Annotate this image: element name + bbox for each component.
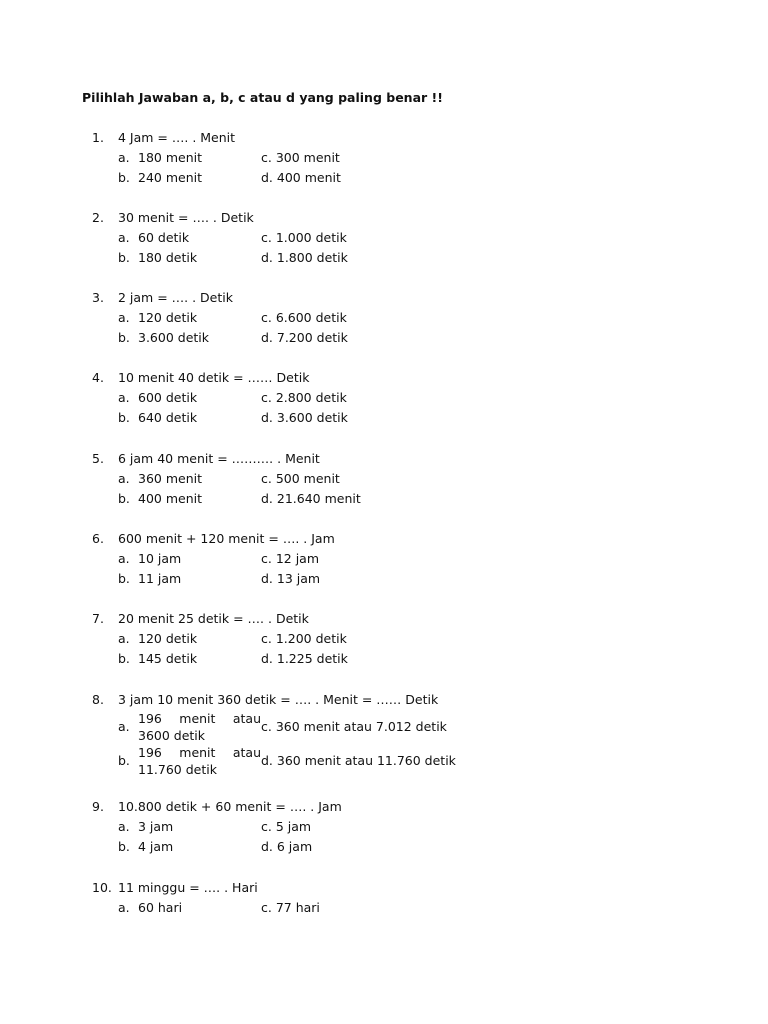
option-a-part: menit [179,711,216,726]
option-row [92,228,652,248]
option-b: 3.600 detik [138,330,209,345]
question-number: 9. [92,799,104,814]
option-a: 3 jam [138,819,174,834]
option-letter-a: a. [118,150,130,165]
question-number: 4. [92,370,104,385]
option-d: d. 21.640 menit [261,491,361,506]
option-c: c. 1.200 detik [261,631,347,646]
option-row [92,898,652,918]
option-d: d. 6 jam [261,839,313,854]
question-9 [92,797,652,857]
option-letter-a: a. [118,390,130,405]
option-letter-a: a. [118,900,130,915]
option-d: d. 3.600 detik [261,410,348,425]
question-1 [92,128,652,188]
option-c: c. 360 menit atau 7.012 detik [261,719,447,734]
option-letter-b: b. [118,330,130,345]
option-d: d. 7.200 detik [261,330,348,345]
option-a: 60 detik [138,230,190,245]
option-b: 400 menit [138,491,202,506]
option-d: d. 1.225 detik [261,651,348,666]
option-row [92,308,652,328]
question-text: 10 menit 40 detik = …… Detik [118,370,310,385]
option-b: 145 detik [138,651,198,666]
question-number: 6. [92,531,104,546]
option-c: c. 6.600 detik [261,310,347,325]
option-a-part: 3600 detik [138,728,206,743]
option-row [92,408,652,428]
option-a [138,710,261,744]
option-letter-a: a. [118,819,130,834]
option-letter-a: a. [118,551,130,566]
option-b-part: 196 [138,745,162,760]
option-a: 10 jam [138,551,182,566]
option-b: 180 detik [138,250,198,265]
option-b [138,744,261,778]
option-b-part: 11.760 detik [138,762,217,777]
question-number: 3. [92,290,104,305]
option-row [92,148,652,168]
question-10 [92,878,652,918]
question-number: 5. [92,451,104,466]
question-text: 4 Jam = …. . Menit [118,130,236,145]
question-number: 10. [92,880,112,895]
option-row [92,549,652,569]
option-letter-a: a. [118,471,130,486]
option-row [92,837,652,857]
question-4 [92,368,652,428]
option-b: 11 jam [138,571,182,586]
option-a: 120 detik [138,310,198,325]
option-row [92,744,652,778]
option-letter-b: b. [118,753,130,768]
question-number: 1. [92,130,104,145]
question-number: 8. [92,692,104,707]
option-row [92,649,652,669]
question-text: 3 jam 10 menit 360 detik = …. . Menit = …… Detik [118,692,439,707]
option-c: c. 5 jam [261,819,312,834]
option-d: d. 400 menit [261,170,341,185]
option-letter-b: b. [118,571,130,586]
option-row [92,328,652,348]
option-row [92,710,652,744]
option-b: 240 menit [138,170,202,185]
option-letter-b: b. [118,170,130,185]
option-c: c. 2.800 detik [261,390,347,405]
option-c: c. 77 hari [261,900,320,915]
option-row [92,248,652,268]
question-text: 600 menit + 120 menit = …. . Jam [118,531,335,546]
option-b: 4 jam [138,839,174,854]
option-a: 60 hari [138,900,183,915]
question-6 [92,529,652,589]
option-a: 120 detik [138,631,198,646]
option-letter-b: b. [118,250,130,265]
option-d: d. 1.800 detik [261,250,348,265]
option-letter-b: b. [118,651,130,666]
option-row [92,469,652,489]
question-text: 6 jam 40 menit = ………. . Menit [118,451,320,466]
option-a: 600 detik [138,390,198,405]
option-c: c. 300 menit [261,150,340,165]
question-number: 2. [92,210,104,225]
option-letter-b: b. [118,839,130,854]
question-text: 10.800 detik + 60 menit = …. . Jam [118,799,342,814]
option-a-part: atau [232,711,261,726]
question-text: 11 minggu = …. . Hari [118,880,258,895]
option-row [92,388,652,408]
question-text: 30 menit = …. . Detik [118,210,254,225]
option-a: 360 menit [138,471,202,486]
question-5 [92,449,652,509]
option-b-part: menit [179,745,216,760]
option-c: c. 500 menit [261,471,340,486]
question-2 [92,208,652,268]
option-c: c. 1.000 detik [261,230,347,245]
option-letter-b: b. [118,491,130,506]
option-b-part: atau [232,745,261,760]
question-7 [92,609,652,669]
option-row [92,489,652,509]
option-letter-a: a. [118,631,130,646]
question-number: 7. [92,611,104,626]
question-3 [92,288,652,348]
option-d: d. 360 menit atau 11.760 detik [261,753,456,768]
option-row [92,817,652,837]
option-row [92,168,652,188]
option-d: d. 13 jam [261,571,321,586]
question-text: 20 menit 25 detik = …. . Detik [118,611,309,626]
question-8 [92,690,652,778]
option-a: 180 menit [138,150,202,165]
option-c: c. 12 jam [261,551,320,566]
instruction-heading: Pilihlah Jawaban a, b, c atau d yang paling benar !! [82,90,443,105]
option-letter-b: b. [118,410,130,425]
option-letter-a: a. [118,310,130,325]
option-letter-a: a. [118,230,130,245]
option-a-part: 196 [138,711,162,726]
option-row [92,629,652,649]
option-row [92,569,652,589]
question-text: 2 jam = …. . Detik [118,290,233,305]
option-letter-a: a. [118,719,130,734]
option-b: 640 detik [138,410,198,425]
